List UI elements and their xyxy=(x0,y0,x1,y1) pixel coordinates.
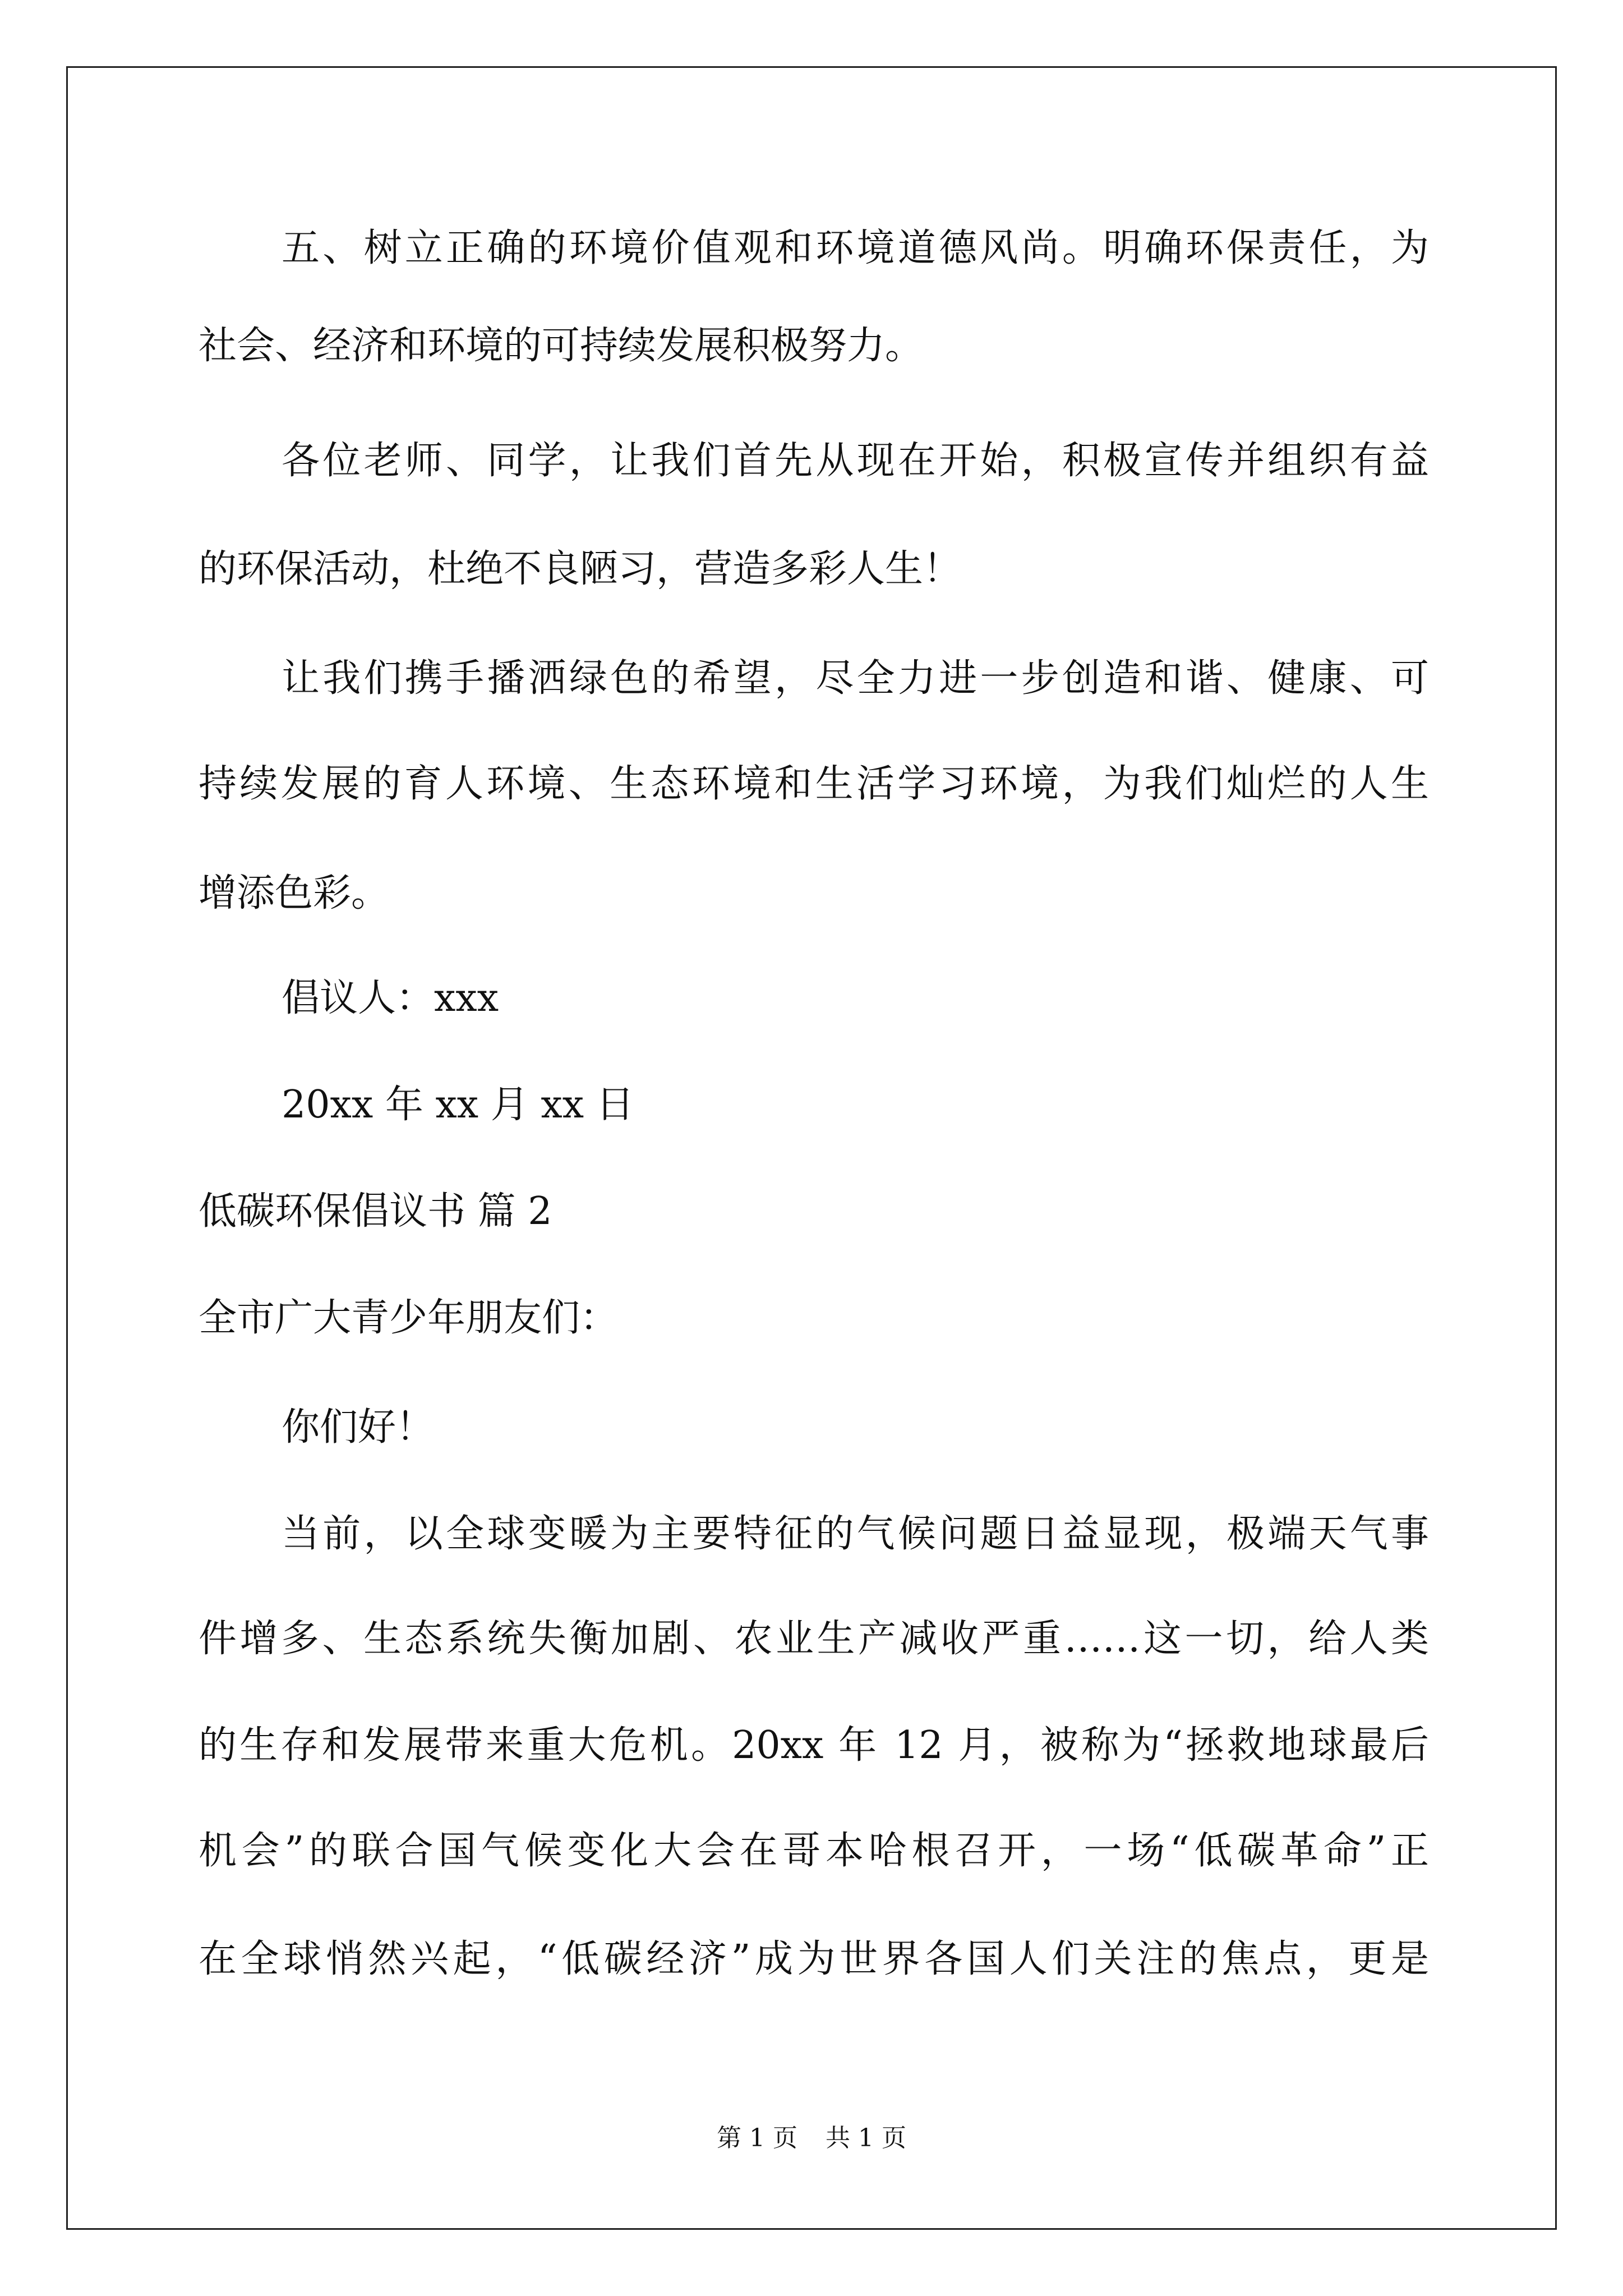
salutation: 全市广大青少年朋友们： xyxy=(199,1296,619,1340)
paragraph-line: 机会”的联合国气候变化大会在哥本哈根召开，一场“低碳革命”正 xyxy=(199,1829,1429,1873)
paragraph-line: 持续发展的育人环境、生态环境和生活学习环境，为我们灿烂的人生 xyxy=(199,762,1429,806)
paragraph-line: 当前，以全球变暖为主要特征的气候问题日益显现，极端天气事 xyxy=(282,1512,1429,1556)
paragraph-line: 五、树立正确的环境价值观和环境道德风尚。明确环保责任，为 xyxy=(282,226,1429,270)
paragraph-line: 各位老师、同学，让我们首先从现在开始，积极宣传并组织有益 xyxy=(282,439,1429,483)
paragraph-line: 让我们携手播洒绿色的希望，尽全力进一步创造和谐、健康、可 xyxy=(282,656,1429,701)
date-line: 20xx 年 xx 月 xx 日 xyxy=(282,1083,634,1127)
paragraph-line: 社会、经济和环境的可持续发展积极努力。 xyxy=(199,324,924,368)
page-frame xyxy=(66,66,1557,2230)
paragraph-line: 的生存和发展带来重大危机。20xx 年 12 月，被称为“拯救地球最后 xyxy=(199,1723,1429,1768)
greeting: 你们好！ xyxy=(282,1405,435,1450)
paragraph-line: 在全球悄然兴起，“低碳经济”成为世界各国人们关注的焦点，更是 xyxy=(199,1937,1429,1981)
paragraph-line: 的环保活动，杜绝不良陋习，营造多彩人生！ xyxy=(199,547,962,591)
proposer-line: 倡议人：xxx xyxy=(282,976,499,1020)
page-total: 共 1 页 xyxy=(826,2124,906,2152)
paragraph-line: 件增多、生态系统失衡加剧、农业生产减收严重……这一切，给人类 xyxy=(199,1617,1429,1661)
page-number: 第 1 页 xyxy=(717,2124,797,2152)
page-footer xyxy=(0,2122,1623,2155)
section-heading: 低碳环保倡议书 篇 2 xyxy=(199,1189,552,1234)
paragraph-line: 增添色彩。 xyxy=(199,871,390,915)
